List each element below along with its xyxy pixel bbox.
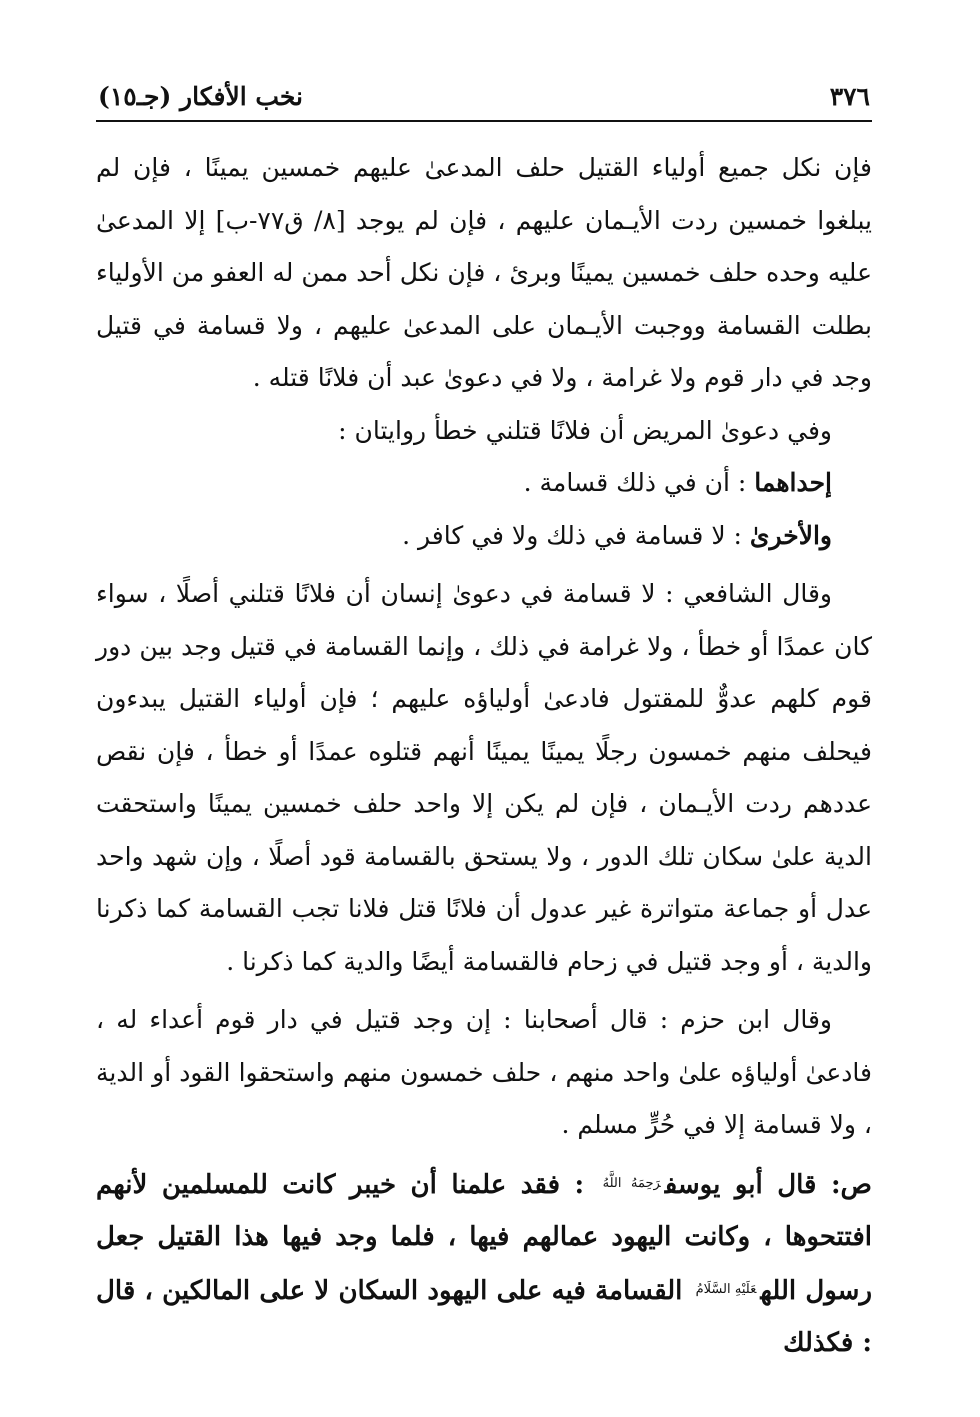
paragraph-second-narration <box>96 510 872 563</box>
matn-middle: : فقد علمنا أن خيبر كانت للمسلمين لأنهم افتتحوها ، وكانت اليهود عمالهم فيها ، فلما وجد فيها هذا القتيل جعل رسول الله <box>96 1169 873 1306</box>
matn-opening: ص: قال أبو يوسف <box>664 1169 872 1200</box>
first-narration-label: إحداهما <box>754 468 832 497</box>
page-header <box>96 74 872 122</box>
paragraph-shafii: وقال الشافعي : لا قسامة في دعوىٰ إنسان أن فلانًا قتلني أصلًا ، سواء كان عمدًا أو خطأ ، ولا غرامة في ذلك ، وإنما القسامة في قتيل وجد بين دور قوم كلهم عدوٌّ للمقتول فادعىٰ أولياؤه عليهم ؛ فإن أولياء القتيل يبدءون فيحلف منهم خمسون رجلًا يمينًا يمينًا أنهم قتلوه عمدًا أو خطأ ، فإن نقص عددهم ردت الأيـمان ، فإن لم يكن إلا واحد حلف خمسين يمينًا واستحقت الدية علىٰ سكان تلك الدور ، ولا يستحق بالقسامة قود أصلًا ، وإن شهد واحد عدل أو جماعة متواترة غير عدول أن فلانًا قتل فلانا تجب القسامة كما ذكرنا والدية ، أو وجد قتيل في زحام فالقسامة أيضًا والدية كما ذكرنا . <box>96 579 872 976</box>
page-body <box>96 142 872 1370</box>
paragraph-first-narration <box>96 457 872 510</box>
paragraph-sick-claim: وفي دعوىٰ المريض أن فلانًا قتلني خطأ روايتان : <box>338 415 832 445</box>
book-page <box>96 74 872 1374</box>
second-narration-label: والأخرىٰ <box>749 520 832 550</box>
running-title: نخب الأفكار (جـ١٥) <box>98 82 304 111</box>
paragraph-matn-abu-yusuf <box>96 1158 872 1370</box>
honorific-rahimahullah: رَحِمَهُ اللَّهُ <box>602 1175 661 1191</box>
first-narration-text: : أن في ذلك قسامة . <box>523 468 755 497</box>
matn-ending: القسامة فيه على اليهود السكان لا على المالكين ، قال : فكذلك <box>96 1275 872 1358</box>
honorific-alayhissalam: عَلَيْهِ السَّلَامُ <box>695 1281 757 1297</box>
paragraph-qasama-rules: فإن نكل جميع أولياء القتيل حلف المدعىٰ عليهم خمسين يمينًا ، فإن لم يبلغوا خمسين ردت الأيـمان عليهم ، فإن لم يوجد [٨/ ق٧٧-ب] إلا المدعىٰ عليه وحده حلف خمسين يمينًا وبرئ ، فإن نكل أحد ممن له العفو من الأولياء بطلت القسامة ووجبت الأيـمان على المدعىٰ عليهم ، ولا قسامة في قتيل وجد في دار قوم ولا غرامة ، ولا في دعوىٰ عبد أن فلانًا قتله . <box>96 153 872 392</box>
page-number: ٣٧٦ <box>829 82 870 111</box>
second-narration-text: : لا قسامة في ذلك ولا في كافر . <box>402 520 750 550</box>
paragraph-ibn-hazm: وقال ابن حزم : قال أصحابنا : إن وجد قتيل في دار قوم أعداء له ، فادعىٰ أولياؤه علىٰ واحد منهم ، حلف خمسون منهم واستحقوا القود أو الدية ، ولا قسامة إلا في حُرٍّ مسلم . <box>96 1005 872 1139</box>
